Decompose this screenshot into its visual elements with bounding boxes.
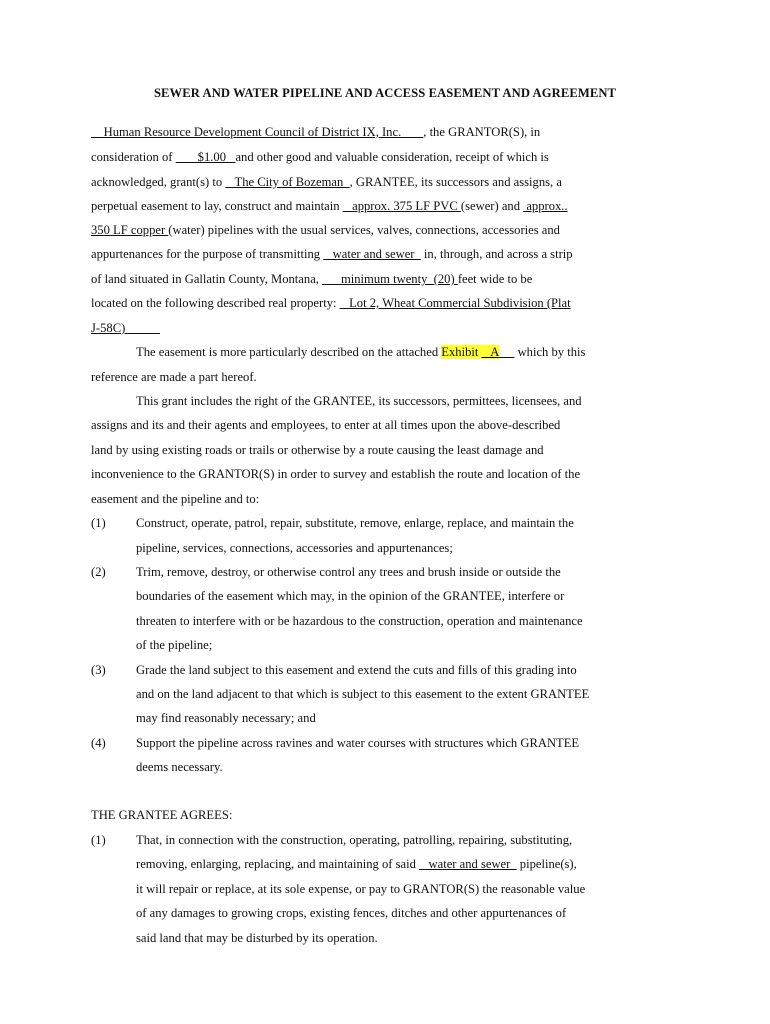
- para1-line-9: [91, 320, 160, 336]
- grantee-item-line: of any damages to growing crops, existing fences, ditches and other appurtenances of: [136, 906, 567, 920]
- para2-line-2: reference are made a part hereof.: [91, 370, 257, 384]
- grantee-item-line: That, in connection with the construction, operating, patrolling, repairing, substituting,: [136, 833, 573, 847]
- list-item-line: boundaries of the easement which may, in the opinion of the GRANTEE, interfere or: [136, 589, 565, 603]
- para1-line-2: consideration of $1.00 and other good and valuable consideration, receipt of which is: [91, 150, 549, 164]
- para2-line-1: The easement is more particularly described on the attached Exhibit A which by this: [136, 345, 586, 359]
- item-number: (1): [91, 833, 106, 847]
- grantee-name: The City of Bozeman: [225, 175, 350, 189]
- para3-line-5: easement and the pipeline and to:: [91, 492, 260, 506]
- para3-line-3: land by using existing roads or trails or otherwise by a route causing the least damage and: [91, 443, 544, 457]
- para3-line-2: assigns and its and their agents and employees, to enter at all times upon the above-described: [91, 418, 561, 432]
- list-item-line: pipeline, services, connections, accessories and appurtenances;: [136, 541, 453, 555]
- grantee-item-line: removing, enlarging, replacing, and maintaining of said water and sewer pipeline(s),: [136, 857, 577, 871]
- list-item-line: deems necessary.: [136, 760, 223, 774]
- para3-line-1: This grant includes the right of the GRANTEE, its successors, permittees, licensees, and: [136, 394, 582, 408]
- exhibit-letter: A: [481, 345, 499, 359]
- para1-line-5: 350 LF copper (water) pipelines with the usual services, valves, connections, accessories and: [91, 223, 560, 237]
- grantee-item-line: said land that may be disturbed by its operation.: [136, 931, 378, 945]
- document-title: SEWER AND WATER PIPELINE AND ACCESS EASEMENT AND AGREEMENT: [153, 86, 617, 100]
- item-number: (4): [91, 736, 106, 750]
- strip-width: minimum twenty (20): [322, 272, 458, 286]
- water-length-start: approx..: [523, 199, 568, 213]
- list-item-line: may find reasonably necessary; and: [136, 711, 316, 725]
- property-description: Lot 2, Wheat Commercial Subdivision (Plat: [339, 296, 571, 310]
- para1-line-6: appurtenances for the purpose of transmitting water and sewer in, through, and across a strip: [91, 247, 573, 261]
- list-item-line: Trim, remove, destroy, or otherwise control any trees and brush inside or outside the: [136, 565, 561, 579]
- grantee-item-line: it will repair or replace, at its sole expense, or pay to GRANTOR(S) the reasonable value: [136, 882, 586, 896]
- para1-line-7: of land situated in Gallatin County, Montana, minimum twenty (20) feet wide to be: [91, 272, 533, 286]
- list-item-line: of the pipeline;: [136, 638, 213, 652]
- exhibit-highlight: Exhibit: [441, 345, 482, 359]
- list-item-line: Construct, operate, patrol, repair, substitute, remove, enlarge, replace, and maintain the: [136, 516, 574, 530]
- item-number: (3): [91, 663, 106, 677]
- grantee-heading: THE GRANTEE AGREES:: [91, 808, 233, 822]
- list-item-line: threaten to interfere with or be hazardous to the construction, operation and maintenance: [136, 614, 583, 628]
- item-number: (1): [91, 516, 106, 530]
- list-item-line: Grade the land subject to this easement and extend the cuts and fills of this grading into: [136, 663, 577, 677]
- item-number: (2): [91, 565, 106, 579]
- list-item-line: and on the land adjacent to that which is subject to this easement to the extent GRANTEE: [136, 687, 590, 701]
- consideration-amount: $1.00: [175, 150, 236, 164]
- transmitted-substance: water and sewer: [323, 247, 421, 261]
- sewer-length: approx. 375 LF PVC: [342, 199, 461, 213]
- list-item-line: Support the pipeline across ravines and water courses with structures which GRANTEE: [136, 736, 580, 750]
- para1-line-8: located on the following described real property: Lot 2, Wheat Commercial Subdivision (Plat: [91, 296, 571, 310]
- grantor-name: Human Resource Development Council of District IX, Inc.: [91, 125, 424, 139]
- para1-line-4: perpetual easement to lay, construct and maintain approx. 375 LF PVC (sewer) and approx..: [91, 199, 568, 213]
- property-description-end: J-58C): [91, 321, 160, 335]
- water-length-end: 350 LF copper: [91, 223, 169, 237]
- para3-line-4: inconvenience to the GRANTOR(S) in order to survey and establish the route and location of the: [91, 467, 581, 481]
- para1-line-3: acknowledged, grant(s) to The City of Bozeman , GRANTEE, its successors and assigns, a: [91, 175, 562, 189]
- pipeline-type: water and sewer: [419, 857, 517, 871]
- para1-line-1: Human Resource Development Council of District IX, Inc. , the GRANTOR(S), in: [91, 125, 541, 139]
